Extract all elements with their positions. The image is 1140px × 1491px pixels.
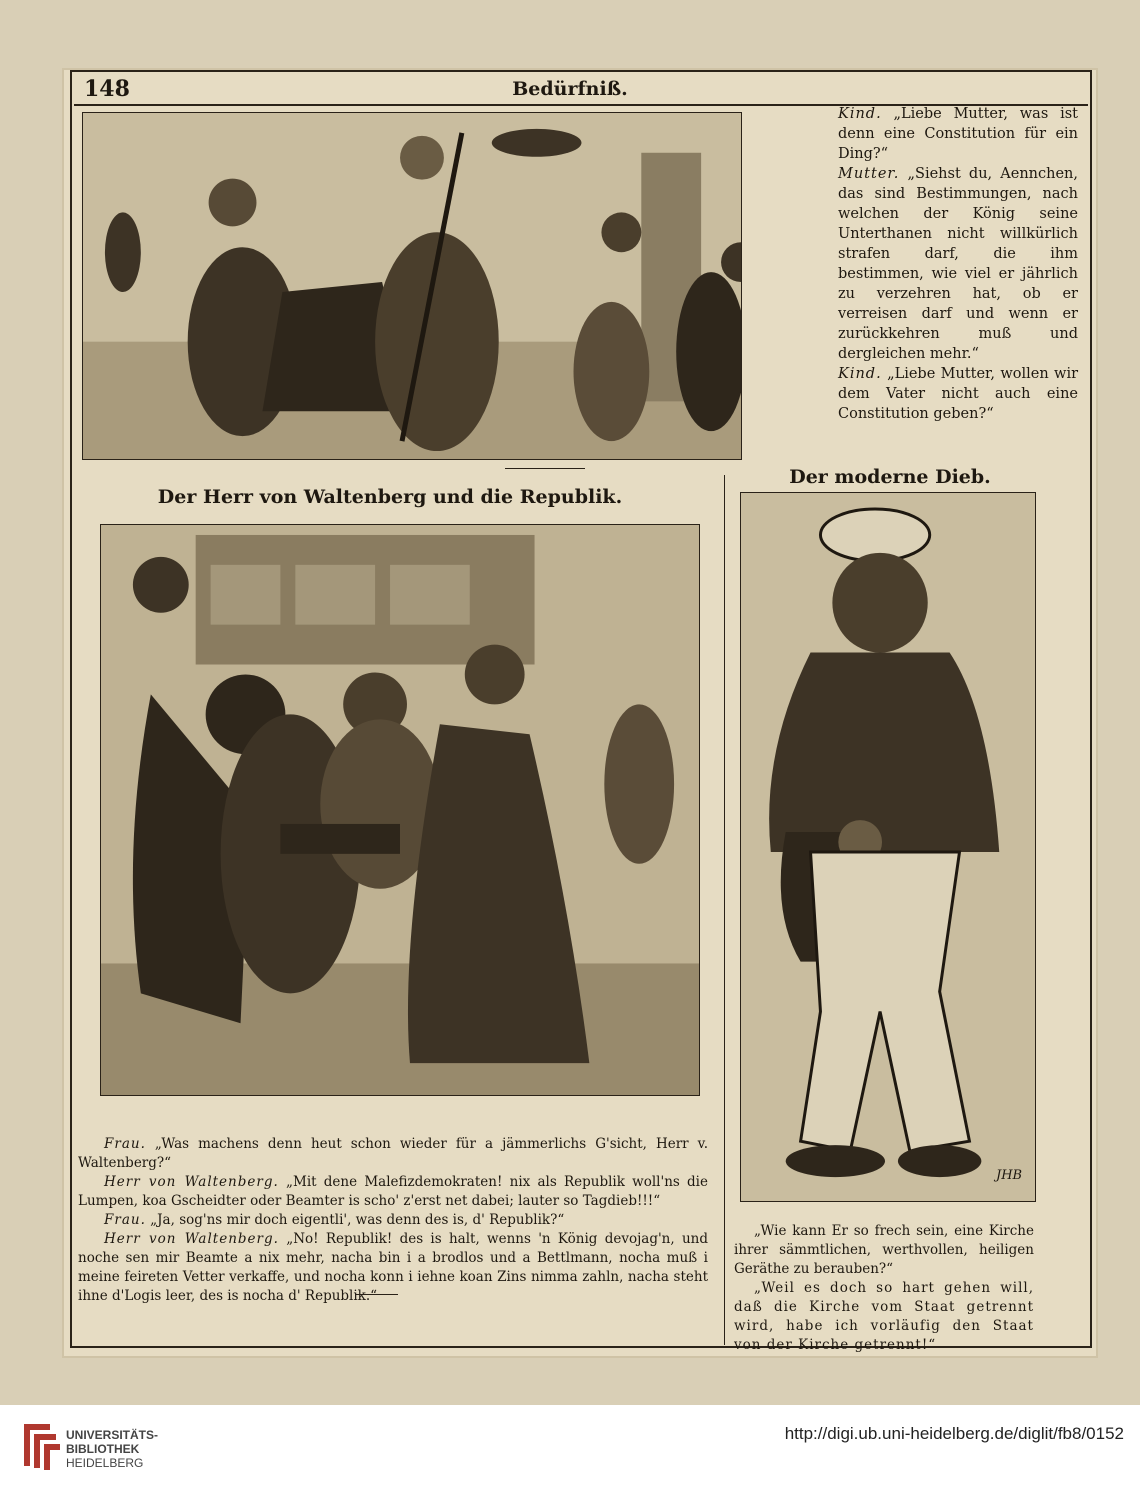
left-story-text [78,1135,708,1306]
library-name-line: HEIDELBERG [66,1456,144,1470]
separator-short-bottom [356,1294,398,1295]
dialogue-text: „Mit dene Malefizdemokraten! nix als Republik woll'ns die Lumpen, koa Gscheidter oder Beamter is scho' z'erst net dabei; lauter so Tagdieb!!!“ [78,1174,708,1209]
dialogue-text: „No! Republik! des is halt, wenns 'n König devojag'n, und noche sen mir Beamte a nix mehr, nacha bin i a brodlos und a Bettlmann, nocha muß i meine feireten Vetter verkaffe, und nocha konn i iehne koan Zins nimma zahln, nacha steht ihne d'Logis leer, des is nocha d' Republik.“ [78,1231,709,1304]
top-story-text [838,104,1078,424]
dialogue-text: „Liebe Mutter, was ist denn eine Constitution für ein Ding?“ [838,106,1078,162]
dialogue-text: „Siehst du, Aennchen, das sind Bestimmungen, nach welchen der König seine Unterthanen nicht willkürlich strafen darf, die ihm bestimmen, wie viel er jährlich zu verzehren hat, ob er verreisen darf und wenn er zurückkehren muß und dergleichen mehr.“ [838,166,1079,362]
library-name [66,1428,158,1470]
illustration-family-scene [82,112,742,460]
illustration-thief-figure [740,492,1036,1202]
top-story-line-1 [838,104,1078,164]
dialogue-text: „Was machens denn heut schon wieder für a jämmerlichs G'sicht, Herr v. Waltenberg?“ [78,1136,708,1171]
page-number: 148 [84,76,130,102]
speaker-label: Kind. [838,106,882,122]
illustration-tavern-scene [100,524,700,1096]
top-story-line-3 [838,364,1078,424]
top-story-line-2 [838,164,1078,364]
artist-signature: JHB [996,1168,1023,1183]
right-story-title: Der moderne Dieb. [789,466,991,488]
page-header-title: Bedürfniß. [512,78,628,100]
source-url-link[interactable]: http://digi.ub.uni-heidelberg.de/diglit/fb8/0152 [784,1424,1124,1443]
separator-short-top [505,468,585,469]
speaker-label: Kind. [838,366,882,382]
library-logo-icon [20,1420,60,1472]
left-story-title: Der Herr von Waltenberg und die Republik. [157,486,623,508]
left-story-line-3 [78,1211,708,1230]
left-story-line-1 [78,1135,708,1173]
speaker-label: Frau. [104,1212,146,1228]
right-story-line-2 [734,1279,1034,1355]
dialogue-text: „Ja, sog'ns mir doch eigentli', was denn des is, d' Republik?“ [150,1212,565,1228]
library-name-line: UNIVERSITÄTS- [66,1428,159,1442]
speaker-label: Frau. [104,1136,146,1152]
right-story-text [734,1222,1034,1355]
left-story-line-2 [78,1173,708,1211]
footer-bar [0,1405,1140,1491]
speaker-label: Herr von Waltenberg. [104,1174,279,1190]
right-story-line-1 [734,1222,1034,1279]
speaker-label: Mutter. [838,166,900,182]
column-divider [724,475,725,1345]
library-name-line: BIBLIOTHEK [66,1442,140,1456]
speaker-label: Herr von Waltenberg. [104,1231,279,1247]
dialogue-text: „Liebe Mutter, wollen wir dem Vater nicht auch eine Constitution geben?“ [838,366,1079,422]
dialogue-text: „Weil es doch so hart gehen will, daß die Kirche vom Staat getrennt wird, habe ich vorläufig den Staat von der Kirche getrennt!“ [734,1280,1034,1353]
dialogue-text: „Wie kann Er so frech sein, eine Kirche ihrer sämmtlichen, werthvollen, heiligen Geräthe zu berauben?“ [734,1223,1034,1277]
